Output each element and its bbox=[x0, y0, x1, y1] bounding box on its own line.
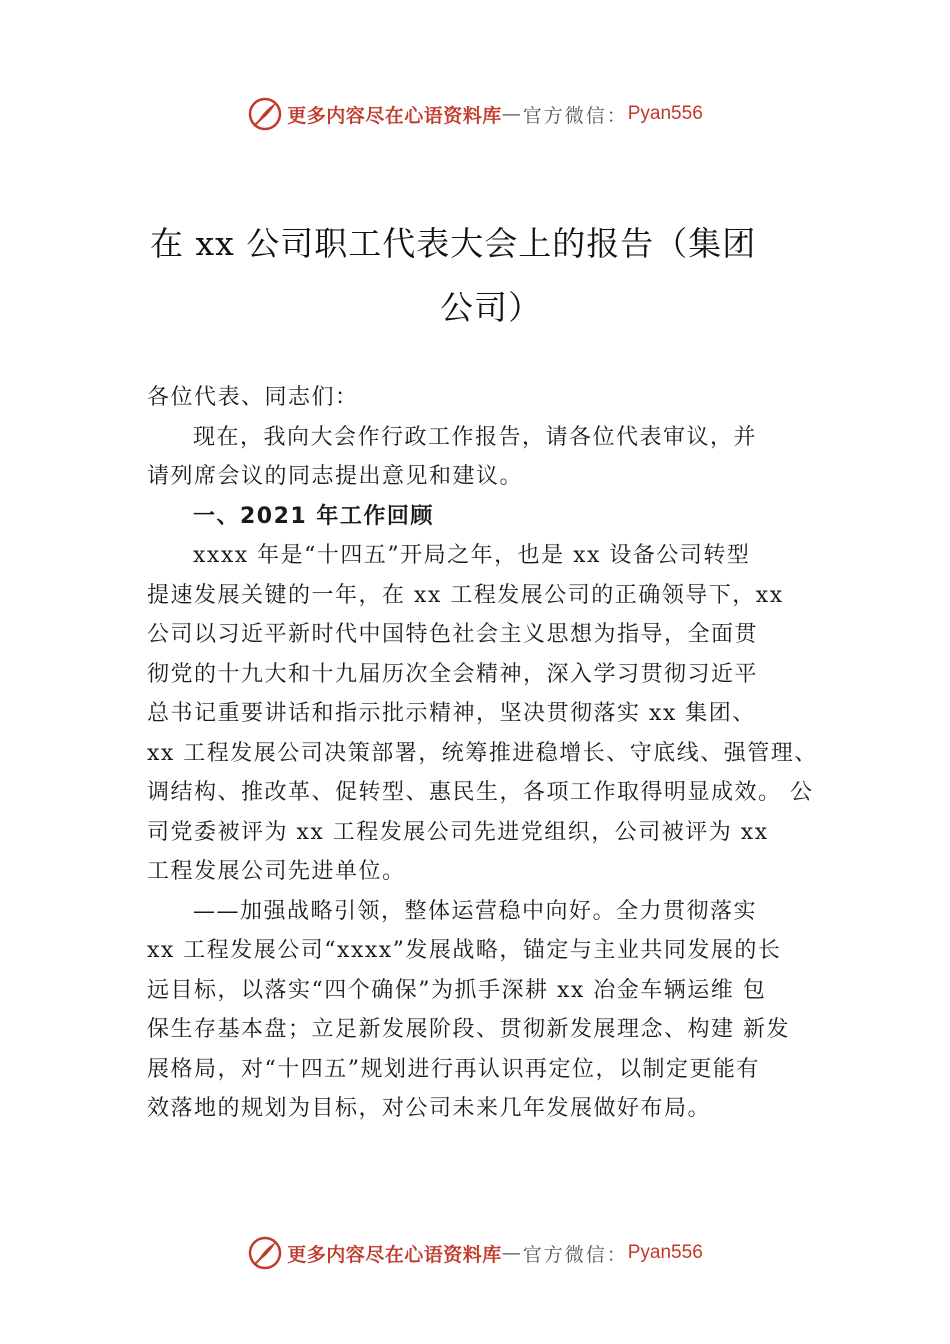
para2-line-2: xx 工程发展公司“xxxx”发展战略，锚定与主业共同发展的长 bbox=[147, 938, 782, 963]
para1-line-2: 提速发展关键的一年，在 xx 工程发展公司的正确领导下，xx bbox=[147, 582, 784, 608]
para2-line-3: 远目标，以落实“四个确保”为抓手深耕 xx 冶金车辆运维 包 bbox=[147, 977, 767, 1003]
greeting: 各位代表、同志们： bbox=[147, 385, 359, 410]
para1-line-6: xx 工程发展公司决策部署，统筹推进稳增长、守底线、强管理、 bbox=[147, 740, 818, 766]
section-heading: 一、2021 年工作回顾 bbox=[193, 503, 434, 529]
para2-line-1: ——加强战略引领，整体运营稳中向好。全力贯彻落实 bbox=[193, 898, 758, 924]
footer-site-name: 更多内容尽在心语资料库 bbox=[287, 1243, 502, 1266]
header-banner bbox=[0, 94, 950, 134]
para2-line-6: 效落地的规划为目标，对公司未来几年发展做好布局。 bbox=[147, 1096, 712, 1121]
para1-line-5: 总书记重要讲话和指示批示精神，坚决贯彻落实 xx 集团、 bbox=[147, 701, 756, 726]
para2-line-4: 保生存基本盘；立足新发展阶段、贯彻新发展理念、构建 新发 bbox=[147, 1017, 790, 1042]
banner-site-name: 更多内容尽在心语资料库 bbox=[287, 104, 502, 127]
banner-official-label: 官方微信： bbox=[522, 104, 628, 127]
para1-line-3: 公司以习近平新时代中国特色社会主义思想为指导，全面贯 bbox=[147, 622, 759, 647]
document-title-line-1: 在 xx 公司职工代表大会上的报告（集团 bbox=[150, 224, 757, 263]
intro-line-1: 现在，我向大会作行政工作报告，请各位代表审议，并 bbox=[193, 424, 758, 450]
para1-line-9: 工程发展公司先进单位。 bbox=[147, 859, 406, 884]
banner-account: Pyan556 bbox=[627, 103, 703, 124]
quill-logo-icon bbox=[247, 1235, 283, 1271]
footer-dash: — bbox=[501, 1242, 523, 1264]
para1-line-8: 司党委被评为 xx 工程发展公司先进党组织，公司被评为 xx bbox=[147, 819, 769, 845]
para1-line-7: 调结构、推改革、促转型、惠民生，各项工作取得明显成效。 公 bbox=[147, 780, 814, 805]
intro-line-2: 请列席会议的同志提出意见和建议。 bbox=[147, 464, 524, 489]
footer-account: Pyan556 bbox=[627, 1242, 703, 1263]
para1-line-4: 彻党的十九大和十九届历次全会精神，深入学习贯彻习近平 bbox=[147, 661, 759, 687]
footer-official-label: 官方微信： bbox=[522, 1243, 628, 1266]
para1-line-1: xxxx 年是“十四五”开局之年，也是 xx 设备公司转型 bbox=[193, 543, 751, 568]
footer-banner bbox=[0, 1233, 950, 1273]
banner-dash: — bbox=[501, 103, 523, 125]
quill-logo-icon bbox=[247, 96, 283, 132]
para2-line-5: 展格局，对“十四五”规划进行再认识再定位，以制定更能有 bbox=[147, 1056, 760, 1082]
document-title-line-2: 公司） bbox=[440, 288, 542, 327]
document-body bbox=[147, 378, 837, 1129]
